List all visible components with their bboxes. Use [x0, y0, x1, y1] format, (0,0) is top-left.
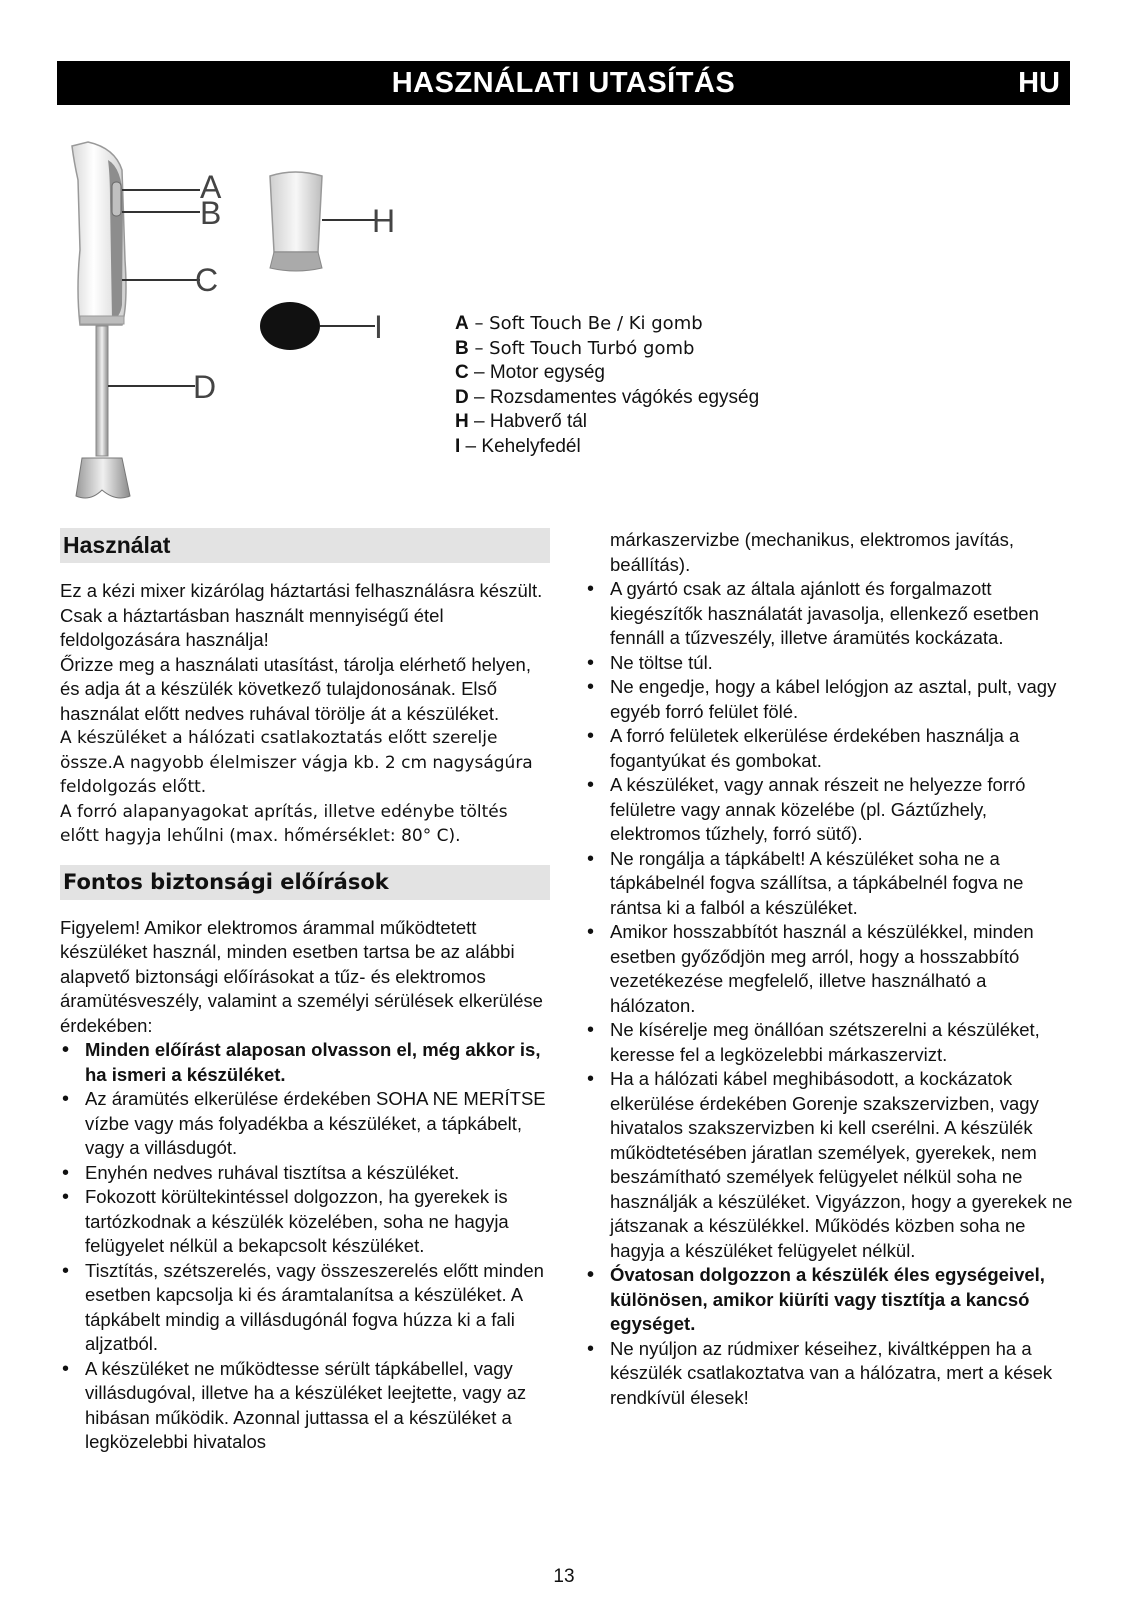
- list-item: • Tisztítás, szétszerelés, vagy összeszerelés előtt minden esetben kapcsolja ki és áramtalanítsa a készüléket. A tápkábelt mindig a villásdugónál fogva húzza ki a fali aljzatból.: [60, 1259, 550, 1357]
- hand-blender-illustration: [60, 140, 420, 510]
- list-item: • Fokozott körültekintéssel dolgozzon, ha gyerekek is tartózkodnak a készülék közelében, soha ne hagyja felügyelet nélkül a bekapcsolt készüléket.: [60, 1185, 550, 1259]
- list-item: • Ne engedje, hogy a kábel lelógjon az asztal, pult, vagy egyéb forró felület fölé.: [585, 675, 1075, 724]
- list-item: • A gyártó csak az általa ajánlott és forgalmazott kiegészítők használatát javasolja, ellenkező esetben fennáll a tűzveszély, illetve áramütés kockázata.: [585, 577, 1075, 651]
- list-item: • Enyhén nedves ruhával tisztítsa a készüléket.: [60, 1161, 550, 1186]
- usage-paragraph-3: A készüléket a hálózati csatlakoztatás előtt szerelje össze.A nagyobb élelmiszer vágja kb. 2 cm nagyságúra feldolgozás előtt.: [60, 728, 533, 797]
- legend-item-d: D – Rozsdamentes vágókés egység: [455, 386, 760, 408]
- whisk-cup: [270, 172, 395, 271]
- language-code: HU: [1018, 67, 1060, 99]
- callout-i: I: [374, 309, 383, 345]
- left-column: [60, 528, 550, 1455]
- list-item: • A készüléket, vagy annak részeit ne helyezze forró felületre vagy annak közelébe (pl. Gáztűzhely, elektromos tűzhely, forró sütő).: [585, 773, 1075, 847]
- parts-legend: [455, 312, 759, 459]
- page-title: HASZNÁLATI UTASÍTÁS: [391, 67, 736, 99]
- list-item: • Amikor hosszabbítót használ a készülékkel, minden esetben győződjön meg arról, hogy a hosszabbító vezetékezése megfelelő, illetve használható a hálózaton.: [585, 920, 1075, 1018]
- callout-a: A: [200, 169, 222, 205]
- callout-c: C: [195, 262, 219, 298]
- safety-intro: Figyelem! Amikor elektromos árammal működtetett készüléket használ, minden esetben tartsa be az alábbi alapvető biztonsági előírásokat a tűz- és elektromos áramütésveszély, valamint a személyi sérülések elkerülése érdekében:: [60, 916, 543, 1036]
- list-item: • Az áramütés elkerülése érdekében SOHA NE MERÍTSE vízbe vagy más folyadékba a készüléket, a tápkábelt, vagy a villásdugót.: [60, 1087, 550, 1161]
- safety-list-right: [585, 577, 1075, 1410]
- blender-body: [72, 142, 130, 498]
- usage-paragraph-2: Őrizze meg a használati utasítást, tárolja elérhető helyen, és adja át a készülék következő tulajdonosának. Első használat előtt nedves ruhával törölje át a készüléket.: [60, 653, 531, 724]
- cup-lid: [260, 302, 383, 350]
- list-item: • Ne kísérelje meg önállóan szétszerelni a készüléket, keresse fel a legközelebbi márkaszervizt.: [585, 1018, 1075, 1067]
- list-item: • Óvatosan dolgozzon a készülék éles egységeivel, különösen, amikor kiüríti vagy tisztítja a kancsó egységet.: [585, 1263, 1075, 1337]
- right-column: [585, 528, 1075, 1410]
- safety-heading: Fontos biztonsági előírások: [60, 865, 550, 900]
- usage-heading: Használat: [60, 528, 550, 563]
- callout-h: H: [372, 203, 396, 239]
- continuation-text: márkaszervizbe (mechanikus, elektromos javítás, beállítás).: [610, 529, 1015, 575]
- list-item: • Ne rongálja a tápkábelt! A készüléket soha ne a tápkábelnél fogva szállítsa, a tápkábelnél fogva ne rántsa ki a falból a készüléket.: [585, 847, 1075, 921]
- list-item: • Ne nyúljon az rúdmixer késeihez, kiváltképpen ha a készülék csatlakoztatva van a hálózatra, mert a kések rendkívül élesek!: [585, 1337, 1075, 1411]
- legend-item-b: B – Soft Touch Turbó gomb: [455, 337, 695, 359]
- list-item: • A forró felületek elkerülése érdekében használja a fogantyúkat és gombokat.: [585, 724, 1075, 773]
- legend-item-c: C – Motor egység: [455, 362, 605, 383]
- legend-item-a: A – Soft Touch Be / Ki gomb: [455, 313, 703, 334]
- safety-list-left: [60, 1038, 550, 1455]
- list-item: • Ha a hálózati kábel meghibásodott, a kockázatok elkerülése érdekében Gorenje szakszervizben, vagy hivatalos szakszervizben ki kell cserélni. A készülék működtetésében járatlan személyek, gyerekek, nem beszámítható személyek felügyelet nélkül soha ne használják a készüléket. Vigyázzon, hogy a gyerekek ne játszanak a készülékkel. Működés közben soha ne hagyja a készüléket felügyelet nélkül.: [585, 1067, 1075, 1263]
- page-number: 13: [553, 1566, 575, 1587]
- callout-b: B: [200, 195, 222, 231]
- list-item: • Ne töltse túl.: [585, 651, 1075, 676]
- list-item: • A készüléket ne működtesse sérült tápkábellel, vagy villásdugóval, illetve ha a készüléket leejtette, vagy az hibásan működik. Azonnal juttassa el a készüléket a legközelebbi hivatalos: [60, 1357, 550, 1455]
- callout-d: D: [193, 369, 217, 405]
- legend-item-h: H – Habverő tál: [455, 411, 588, 432]
- legend-item-i: I – Kehelyfedél: [455, 435, 581, 457]
- usage-paragraph-1: Ez a kézi mixer kizárólag háztartási felhasználásra készült. Csak a háztartásban használt mennyiségű étel feldolgozására használja!: [60, 580, 543, 650]
- page-header: [57, 61, 1070, 105]
- usage-paragraph-4: A forró alapanyagokat aprítás, illetve edénybe töltés előtt hagyja lehűlni (max. hőmérséklet: 80° C).: [60, 801, 508, 846]
- list-item: • Minden előírást alaposan olvasson el, még akkor is, ha ismeri a készüléket.: [60, 1038, 550, 1087]
